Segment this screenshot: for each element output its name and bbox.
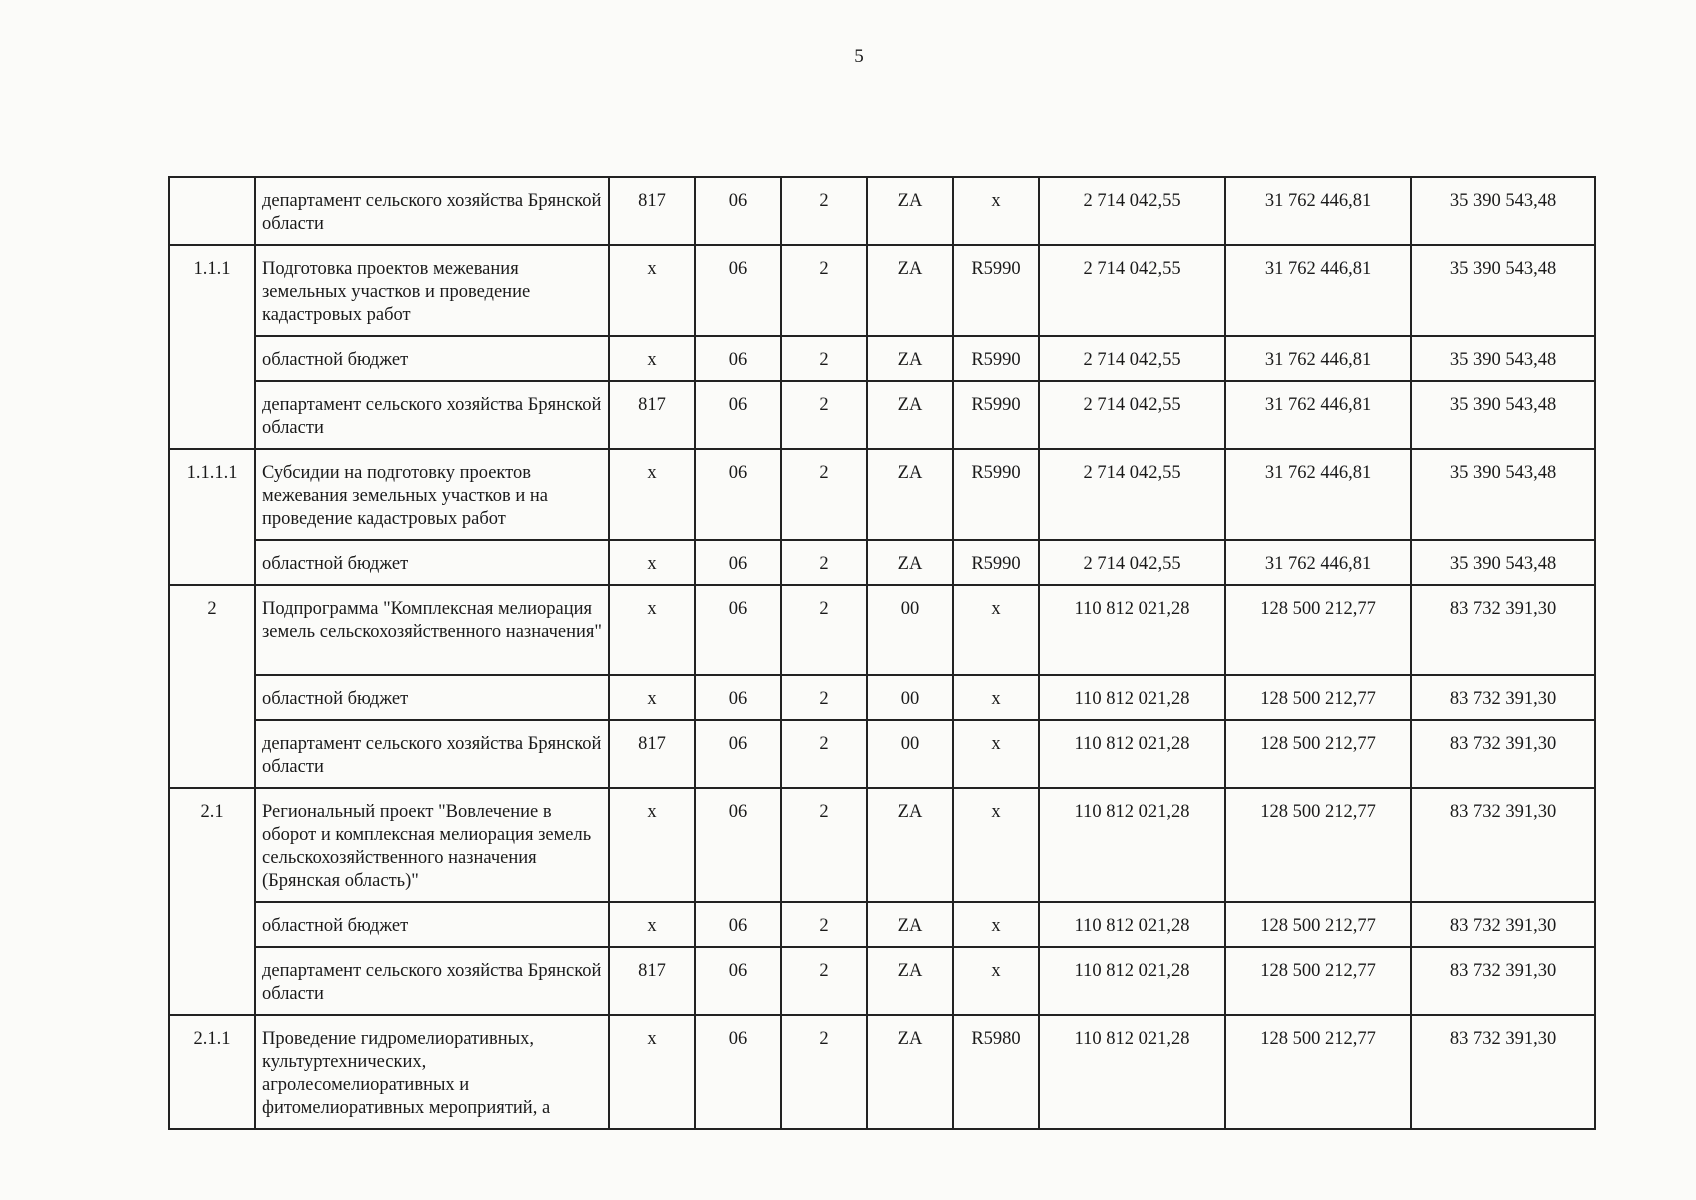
row-number: 2 bbox=[169, 585, 255, 788]
csr-cell: x bbox=[953, 177, 1039, 245]
pr-cell: 2 bbox=[781, 540, 867, 585]
rz-cell: 06 bbox=[695, 720, 781, 788]
csr-cell: x bbox=[953, 902, 1039, 947]
year3-amount: 83 732 391,30 bbox=[1411, 788, 1595, 902]
year2-amount: 128 500 212,77 bbox=[1225, 1015, 1411, 1129]
ms-cell: ZA bbox=[867, 336, 953, 381]
ms-cell: ZA bbox=[867, 177, 953, 245]
year2-amount: 128 500 212,77 bbox=[1225, 675, 1411, 720]
grbs-cell: 817 bbox=[609, 947, 695, 1015]
grbs-cell: x bbox=[609, 336, 695, 381]
year2-amount: 31 762 446,81 bbox=[1225, 336, 1411, 381]
year2-amount: 31 762 446,81 bbox=[1225, 245, 1411, 336]
year2-amount: 128 500 212,77 bbox=[1225, 585, 1411, 675]
table-row bbox=[169, 675, 1595, 720]
grbs-cell: x bbox=[609, 585, 695, 675]
year3-amount: 35 390 543,48 bbox=[1411, 245, 1595, 336]
csr-cell: x bbox=[953, 788, 1039, 902]
grbs-cell: x bbox=[609, 540, 695, 585]
rz-cell: 06 bbox=[695, 788, 781, 902]
year1-amount: 110 812 021,28 bbox=[1039, 720, 1225, 788]
year2-amount: 31 762 446,81 bbox=[1225, 381, 1411, 449]
year3-amount: 83 732 391,30 bbox=[1411, 902, 1595, 947]
grbs-cell: x bbox=[609, 675, 695, 720]
grbs-cell: x bbox=[609, 902, 695, 947]
rz-cell: 06 bbox=[695, 947, 781, 1015]
row-name: областной бюджет bbox=[255, 540, 609, 585]
grbs-cell: x bbox=[609, 449, 695, 540]
ms-cell: ZA bbox=[867, 947, 953, 1015]
csr-cell: R5990 bbox=[953, 540, 1039, 585]
year3-amount: 35 390 543,48 bbox=[1411, 449, 1595, 540]
year3-amount: 35 390 543,48 bbox=[1411, 540, 1595, 585]
grbs-cell: x bbox=[609, 245, 695, 336]
table-row bbox=[169, 381, 1595, 449]
year2-amount: 31 762 446,81 bbox=[1225, 177, 1411, 245]
grbs-cell: 817 bbox=[609, 381, 695, 449]
rz-cell: 06 bbox=[695, 336, 781, 381]
pr-cell: 2 bbox=[781, 336, 867, 381]
row-name: департамент сельского хозяйства Брянской области bbox=[255, 381, 609, 449]
pr-cell: 2 bbox=[781, 947, 867, 1015]
year3-amount: 83 732 391,30 bbox=[1411, 720, 1595, 788]
row-number: 1.1.1.1 bbox=[169, 449, 255, 585]
row-name: Подготовка проектов межевания земельных участков и проведение кадастровых работ bbox=[255, 245, 609, 336]
grbs-cell: x bbox=[609, 788, 695, 902]
csr-cell: R5990 bbox=[953, 449, 1039, 540]
pr-cell: 2 bbox=[781, 675, 867, 720]
row-name: областной бюджет bbox=[255, 902, 609, 947]
budget-table bbox=[168, 176, 1596, 1130]
year1-amount: 110 812 021,28 bbox=[1039, 585, 1225, 675]
table-row bbox=[169, 336, 1595, 381]
pr-cell: 2 bbox=[781, 381, 867, 449]
year2-amount: 128 500 212,77 bbox=[1225, 947, 1411, 1015]
ms-cell: ZA bbox=[867, 540, 953, 585]
pr-cell: 2 bbox=[781, 720, 867, 788]
year1-amount: 2 714 042,55 bbox=[1039, 540, 1225, 585]
csr-cell: x bbox=[953, 947, 1039, 1015]
table-row bbox=[169, 449, 1595, 540]
row-number bbox=[169, 177, 255, 245]
pr-cell: 2 bbox=[781, 1015, 867, 1129]
ms-cell: 00 bbox=[867, 585, 953, 675]
year1-amount: 2 714 042,55 bbox=[1039, 449, 1225, 540]
ms-cell: 00 bbox=[867, 675, 953, 720]
year3-amount: 35 390 543,48 bbox=[1411, 336, 1595, 381]
year2-amount: 128 500 212,77 bbox=[1225, 788, 1411, 902]
rz-cell: 06 bbox=[695, 381, 781, 449]
ms-cell: ZA bbox=[867, 1015, 953, 1129]
rz-cell: 06 bbox=[695, 449, 781, 540]
ms-cell: ZA bbox=[867, 449, 953, 540]
ms-cell: ZA bbox=[867, 245, 953, 336]
pr-cell: 2 bbox=[781, 585, 867, 675]
year3-amount: 83 732 391,30 bbox=[1411, 947, 1595, 1015]
year3-amount: 83 732 391,30 bbox=[1411, 1015, 1595, 1129]
pr-cell: 2 bbox=[781, 902, 867, 947]
csr-cell: R5990 bbox=[953, 245, 1039, 336]
ms-cell: ZA bbox=[867, 381, 953, 449]
table-row bbox=[169, 540, 1595, 585]
table-body bbox=[169, 177, 1595, 1129]
csr-cell: x bbox=[953, 720, 1039, 788]
year3-amount: 35 390 543,48 bbox=[1411, 177, 1595, 245]
rz-cell: 06 bbox=[695, 245, 781, 336]
grbs-cell: x bbox=[609, 1015, 695, 1129]
row-name: Проведение гидромелиоративных, культуртехнических, агролесомелиоративных и фитомелиоративных мероприятий, а bbox=[255, 1015, 609, 1129]
table-row bbox=[169, 902, 1595, 947]
ms-cell: ZA bbox=[867, 788, 953, 902]
row-name: департамент сельского хозяйства Брянской области bbox=[255, 177, 609, 245]
rz-cell: 06 bbox=[695, 1015, 781, 1129]
table-row bbox=[169, 1015, 1595, 1129]
year1-amount: 2 714 042,55 bbox=[1039, 336, 1225, 381]
csr-cell: R5990 bbox=[953, 381, 1039, 449]
csr-cell: R5990 bbox=[953, 336, 1039, 381]
rz-cell: 06 bbox=[695, 902, 781, 947]
year2-amount: 31 762 446,81 bbox=[1225, 449, 1411, 540]
rz-cell: 06 bbox=[695, 675, 781, 720]
row-number: 1.1.1 bbox=[169, 245, 255, 449]
rz-cell: 06 bbox=[695, 177, 781, 245]
year3-amount: 83 732 391,30 bbox=[1411, 675, 1595, 720]
year2-amount: 128 500 212,77 bbox=[1225, 720, 1411, 788]
ms-cell: 00 bbox=[867, 720, 953, 788]
year3-amount: 35 390 543,48 bbox=[1411, 381, 1595, 449]
table-row bbox=[169, 177, 1595, 245]
year1-amount: 110 812 021,28 bbox=[1039, 902, 1225, 947]
table-row bbox=[169, 585, 1595, 675]
year2-amount: 128 500 212,77 bbox=[1225, 902, 1411, 947]
table-row bbox=[169, 245, 1595, 336]
rz-cell: 06 bbox=[695, 585, 781, 675]
pr-cell: 2 bbox=[781, 245, 867, 336]
grbs-cell: 817 bbox=[609, 177, 695, 245]
row-name: департамент сельского хозяйства Брянской области bbox=[255, 720, 609, 788]
csr-cell: x bbox=[953, 585, 1039, 675]
year2-amount: 31 762 446,81 bbox=[1225, 540, 1411, 585]
csr-cell: x bbox=[953, 675, 1039, 720]
row-number: 2.1 bbox=[169, 788, 255, 1015]
year1-amount: 2 714 042,55 bbox=[1039, 177, 1225, 245]
ms-cell: ZA bbox=[867, 902, 953, 947]
year1-amount: 2 714 042,55 bbox=[1039, 245, 1225, 336]
row-name: Субсидии на подготовку проектов межевания земельных участков и на проведение кадастровых работ bbox=[255, 449, 609, 540]
pr-cell: 2 bbox=[781, 177, 867, 245]
csr-cell: R5980 bbox=[953, 1015, 1039, 1129]
pr-cell: 2 bbox=[781, 788, 867, 902]
year1-amount: 110 812 021,28 bbox=[1039, 788, 1225, 902]
year3-amount: 83 732 391,30 bbox=[1411, 585, 1595, 675]
year1-amount: 110 812 021,28 bbox=[1039, 947, 1225, 1015]
year1-amount: 110 812 021,28 bbox=[1039, 1015, 1225, 1129]
table-row bbox=[169, 788, 1595, 902]
row-name: Региональный проект "Вовлечение в оборот и комплексная мелиорация земель сельскохозяйственного назначения (Брянская область)" bbox=[255, 788, 609, 902]
pr-cell: 2 bbox=[781, 449, 867, 540]
page-number: 5 bbox=[854, 46, 864, 67]
year1-amount: 2 714 042,55 bbox=[1039, 381, 1225, 449]
row-name: Подпрограмма "Комплексная мелиорация земель сельскохозяйственного назначения" bbox=[255, 585, 609, 675]
rz-cell: 06 bbox=[695, 540, 781, 585]
row-name: областной бюджет bbox=[255, 336, 609, 381]
row-name: департамент сельского хозяйства Брянской области bbox=[255, 947, 609, 1015]
row-name: областной бюджет bbox=[255, 675, 609, 720]
grbs-cell: 817 bbox=[609, 720, 695, 788]
row-number: 2.1.1 bbox=[169, 1015, 255, 1129]
table-row bbox=[169, 947, 1595, 1015]
year1-amount: 110 812 021,28 bbox=[1039, 675, 1225, 720]
table-row bbox=[169, 720, 1595, 788]
